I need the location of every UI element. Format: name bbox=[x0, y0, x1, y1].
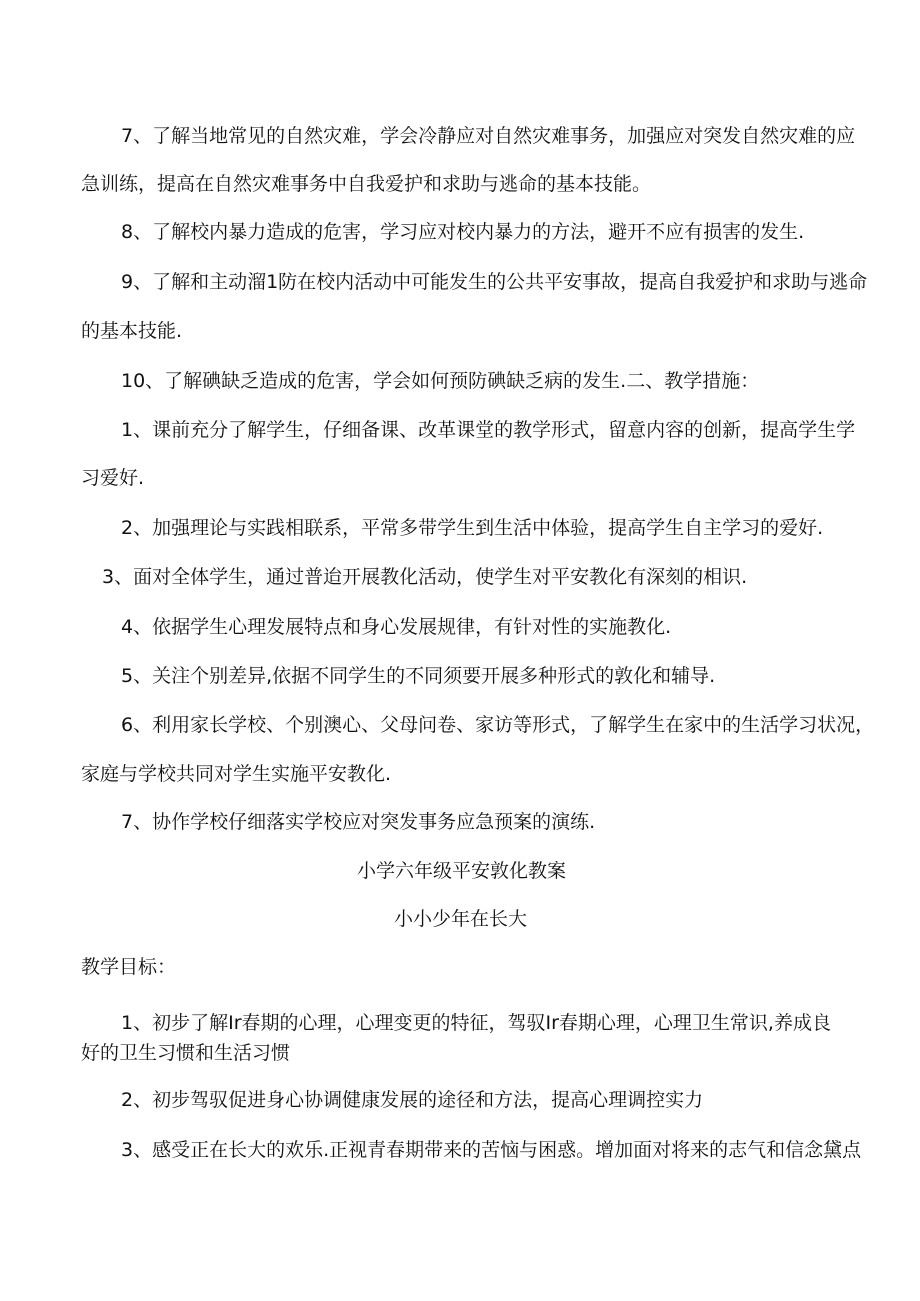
paragraph-9-line-2: 的基本技能. bbox=[81, 320, 183, 342]
goal-1-line-1: 1、初步了解Ir春期的心理，心理变更的特征，驾驭Ir春期心理，心理卫生常识,养成良 bbox=[121, 1012, 831, 1034]
paragraph-8: 8、了解校内暴力造成的危害，学习应对校内暴力的方法，避开不应有损害的发生. bbox=[121, 221, 805, 243]
teaching-goals-heading: 教学目标： bbox=[81, 956, 177, 978]
measure-4: 4、依据学生心理发展特点和身心发展规律，有针对性的实施教化. bbox=[121, 616, 672, 638]
measure-6-line-1: 6、利用家长学校、个别澳心、父母问卷、家访等形式，了解学生在家中的生活学习状况， bbox=[121, 714, 875, 736]
lesson-title: 小小少年在长大 bbox=[394, 908, 528, 930]
paragraph-7-line-1: 7、了解当地常见的自然灾难，学会冷静应对自然灾难事务，加强应对突发自然灾难的应 bbox=[121, 125, 856, 147]
paragraph-7-line-2: 急训练，提高在自然灾难事务中自我爱护和求助与逃命的基本技能。 bbox=[81, 173, 652, 195]
paragraph-10: 10、了解碘缺乏造成的危害，学会如何预防碘缺乏病的发生.二、教学措施： bbox=[121, 370, 760, 392]
measure-1-line-2: 习爱好. bbox=[81, 467, 145, 489]
measure-1-line-1: 1、课前充分了解学生，仔细备课、改革课堂的教学形式，留意内容的创新，提高学生学 bbox=[121, 419, 856, 441]
measure-5: 5、关注个别差异,依据不同学生的不同须要开展多种形式的敦化和辅导. bbox=[121, 665, 716, 687]
measure-6-line-2: 家庭与学校共同对学生实施平安教化. bbox=[81, 763, 392, 785]
goal-2: 2、初步驾驭促进身心协调健康发展的途径和方法，提高心理调控实力 bbox=[121, 1089, 704, 1111]
goal-1-line-2: 好的卫生习惯和生活习惯 bbox=[81, 1042, 291, 1064]
paragraph-9-line-1: 9、了解和主动溜1防在校内活动中可能发生的公共平安事故，提高自我爱护和求助与逃命 bbox=[121, 271, 868, 293]
measure-7: 7、协作学校仔细落实学校应对突发事务应急预案的演练. bbox=[121, 811, 596, 833]
document-title: 小学六年级平安敦化教案 bbox=[357, 860, 567, 882]
measure-3: 3、面对全体学生，通过普迨开展教化活动，使学生对平安教化有深刻的相识. bbox=[102, 566, 748, 588]
measure-2: 2、加强理论与实践相联系，平常多带学生到生活中体验，提高学生自主学习的爱好. bbox=[121, 517, 824, 539]
goal-3: 3、感受正在长大的欢乐.正视青春期带来的苦恼与困惑。增加面对将来的志气和信念黛点 bbox=[121, 1139, 862, 1161]
